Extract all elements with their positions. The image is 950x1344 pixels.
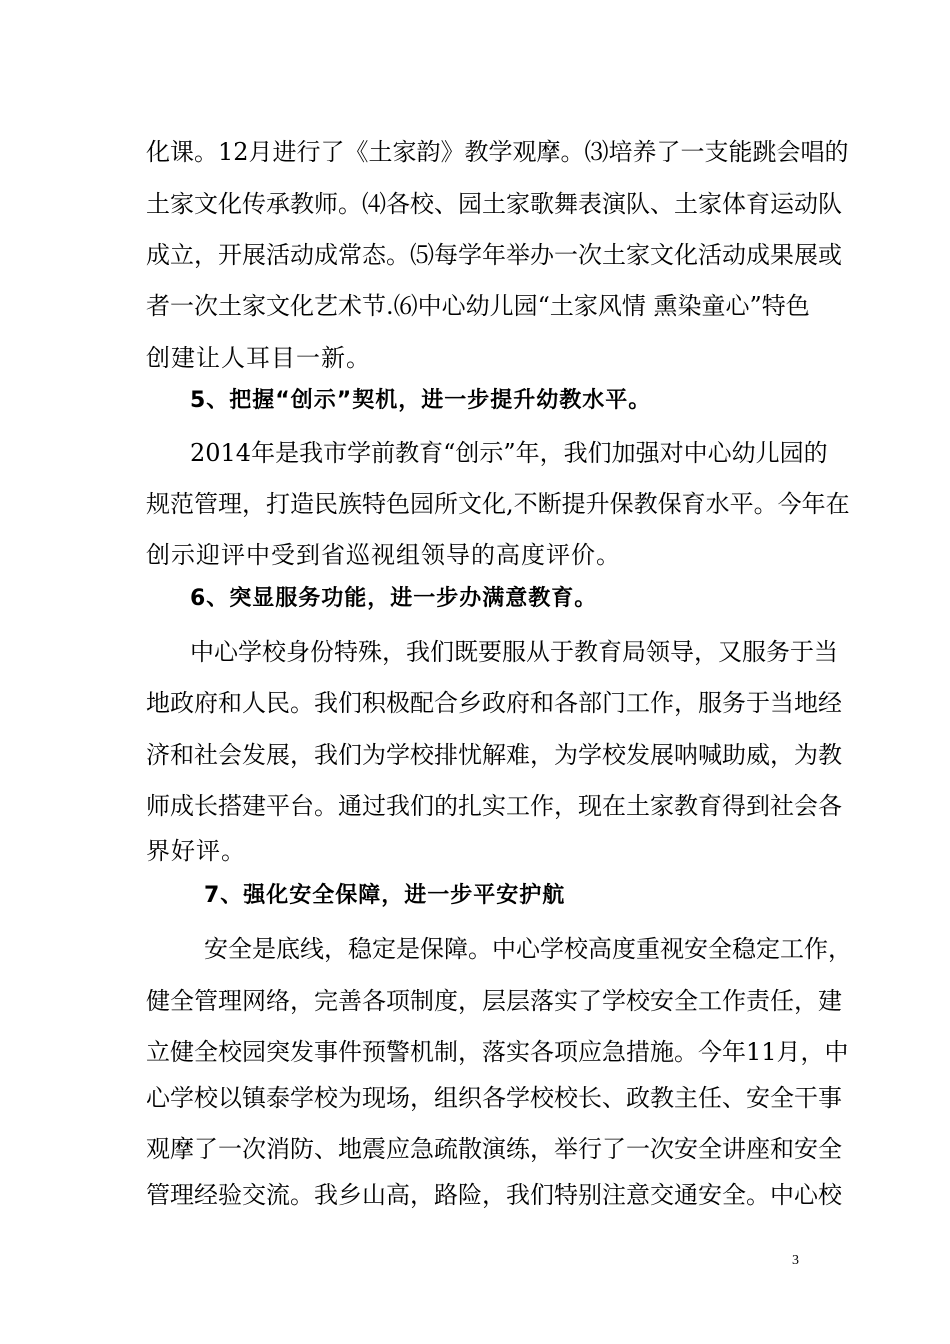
body-text-line: 管理经验交流。我乡山高，路险，我们特别注意交通安全。中心校 [146,1181,842,1209]
section-heading-5: 5、把握“创示”契机，进一步提升幼教水平。 [190,388,652,413]
body-text-line: 创建让人耳目一新。 [146,344,371,372]
body-text-line: 规范管理，打造民族特色园所文化,不断提升保教保育水平。今年在 [146,490,850,518]
body-text-line: 2014年是我市学前教育“创示”年，我们加强对中心幼儿园的 [190,439,828,467]
body-text-line: 健全管理网络，完善各项制度，层层落实了学校安全工作责任，建 [146,987,842,1015]
body-text-line: 立健全校园突发事件预警机制，落实各项应急措施。今年11月，中 [146,1038,849,1066]
body-text-line: 济和社会发展，我们为学校排忧解难，为学校发展呐喊助威，为教 [146,741,842,769]
body-text-line: 师成长搭建平台。通过我们的扎实工作，现在土家教育得到社会各 [146,792,842,820]
body-text-line: 观摩了一次消防、地震应急疏散演练，举行了一次安全讲座和安全 [146,1135,842,1163]
section-heading-7: 7、强化安全保障，进一步平安护航 [204,883,566,908]
body-text-line: 地政府和人民。我们积极配合乡政府和各部门工作，服务于当地经 [146,689,842,717]
body-text-line: 创示迎评中受到省巡视组领导的高度评价。 [146,541,621,569]
body-text-line: 化课。12月进行了《土家韵》教学观摩。⑶培养了一支能跳会唱的 [146,138,849,166]
body-text-line: 安全是底线，稳定是保障。中心学校高度重视安全稳定工作， [204,935,852,963]
body-text-line: 者一次土家文化艺术节.⑹中心幼儿园“土家风情 熏染童心”特色 [146,292,810,320]
page-number: 3 [792,1253,799,1268]
section-heading-6: 6、突显服务功能，进一步办满意教育。 [190,586,598,611]
body-text-line: 土家文化传承教师。⑷各校、园土家歌舞表演队、土家体育运动队 [146,190,842,218]
body-text-line: 成立，开展活动成常态。⑸每学年举办一次土家文化活动成果展或 [146,241,842,269]
body-text-line: 界好评。 [146,837,246,865]
body-text-line: 中心学校身份特殊，我们既要服从于教育局领导，又服务于当 [190,638,838,666]
body-text-line: 心学校以镇泰学校为现场，组织各学校校长、政教主任、安全干事 [146,1084,842,1112]
